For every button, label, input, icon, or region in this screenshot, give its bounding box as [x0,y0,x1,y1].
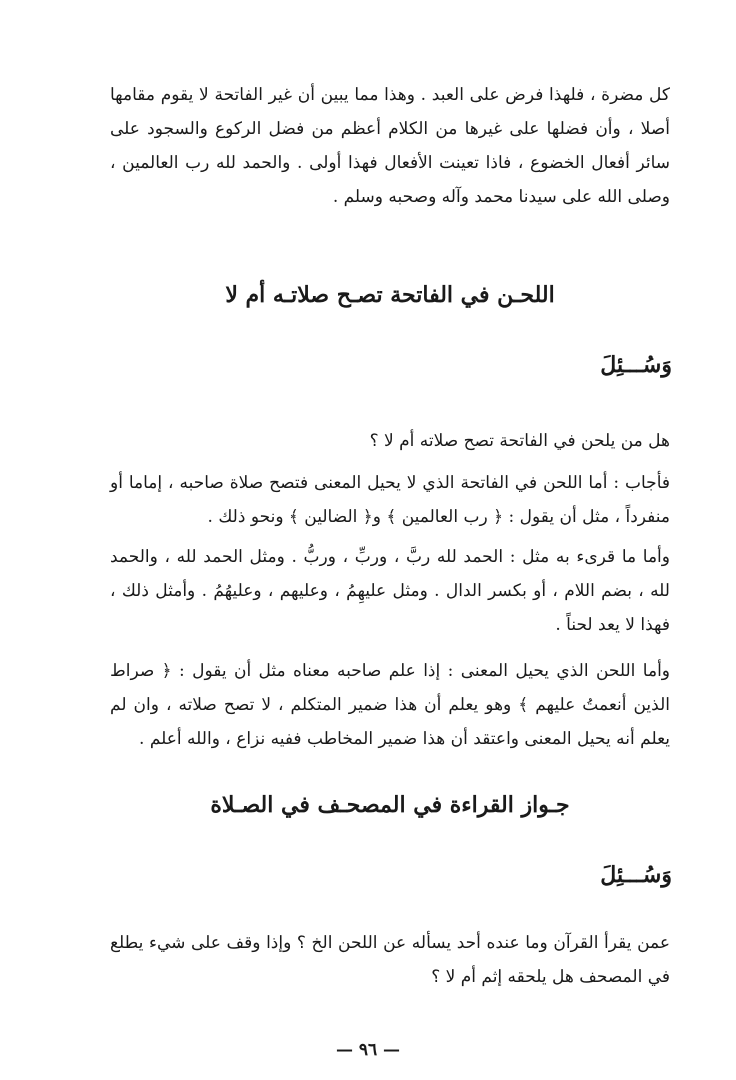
asked-label-2: وَسُـــئِلَ [600,862,672,888]
section-heading-mushaf: جـواز القراءة في المصحـف في الصـلاة [210,792,570,818]
page-number: — ٩٦ — [335,1040,401,1060]
answer-paragraph-3 [110,654,670,756]
closing-paragraph [110,78,670,214]
question-paragraph [110,424,670,458]
answer-text-1: فأجاب : أما اللحن في الفاتحة الذي لا يحيل المعنى فتصح صلاة صاحبه ، إماما أو منفرداً ، مثل أن يقول : ﴿ رب العالمين ﴾ و﴿ الضالين ﴾ ونحو ذلك . [110,473,670,527]
closing-paragraph-text: كل مضرة ، فلهذا فرض على العبد . وهذا مما يبين أن غير الفاتحة لا يقوم مقامها أصلا ، وأن فضلها على غيرها من الكلام أعظم من فضل الركوع والسجود على سائر أفعال الخضوع ، فاذا تعينت الأفعال فهذا أولى . والحمد لله رب العالمين ، وصلى الله على سيدنا محمد وآله وصحبه وسلم . [110,85,670,207]
section-heading-lahn: اللحـن في الفاتحة تصـح صلاتـه أم لا [225,282,555,308]
question-paragraph-2 [110,926,670,994]
asked-label: وَسُـــئِلَ [600,352,672,378]
answer-paragraph-1 [110,466,670,534]
answer-paragraph-2 [110,540,670,642]
question-text: هل من يلحن في الفاتحة تصح صلاته أم لا ؟ [369,431,670,451]
question-text-2: عمن يقرأ القرآن وما عنده أحد يسأله عن اللحن الخ ؟ وإذا وقف على شيء يطلع في المصحف هل يلحقه إثم أم لا ؟ [110,933,670,987]
answer-text-3: وأما اللحن الذي يحيل المعنى : إذا علم صاحبه معناه مثل أن يقول : ﴿ صراط الذين أنعمتُ عليهم ﴾ وهو يعلم أن هذا ضمير المتكلم ، لا تصح صلاته ، وان لم يعلم أنه يحيل المعنى واعتقد أن هذا ضمير المخاطب ففيه نزاع ، والله أعلم . [110,661,670,749]
answer-text-2: وأما ما قرىء به مثل : الحمد لله ربَّ ، وربِّ ، وربُّ . ومثل الحمد لله ، والحمد لله ، بضم اللام ، أو بكسر الدال . ومثل عليهِمُ ، وعليهم ، وعليهُمُ . وأمثل ذلك ، فهذا لا يعد لحناً . [110,547,670,635]
